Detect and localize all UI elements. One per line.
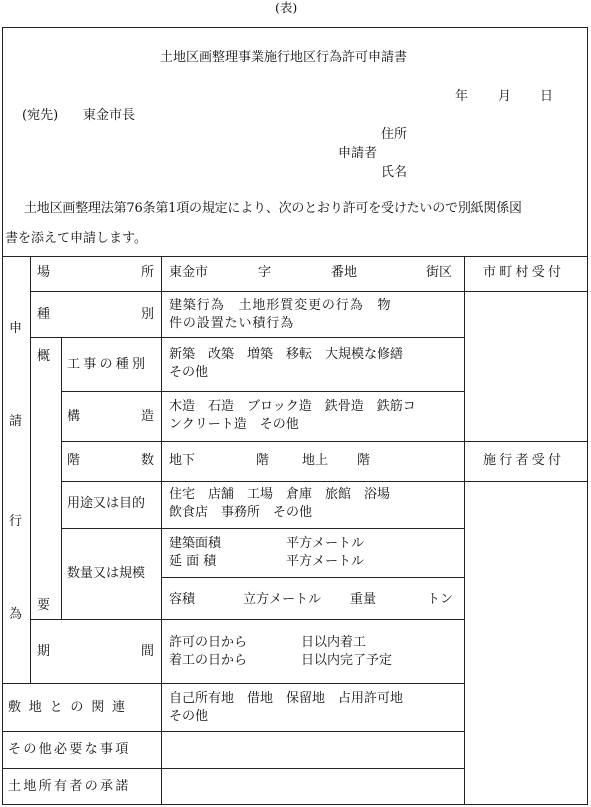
- use-label: 用途又は目的: [67, 496, 146, 511]
- scale-weight: 重量: [350, 592, 377, 607]
- row-line: [2, 731, 464, 732]
- kind-line-2: 件の設置たい積行為: [169, 316, 295, 331]
- date-day: 日: [540, 89, 554, 104]
- site-relation-label: 敷地との関連: [8, 700, 133, 715]
- section-char: 行: [9, 514, 23, 529]
- row-line: [61, 481, 588, 482]
- scale-volume: 容積: [169, 592, 196, 607]
- floors-above-unit: 階: [357, 453, 371, 468]
- floors-label-right: 数: [141, 453, 155, 468]
- structure-label-left: 構: [67, 409, 81, 424]
- statement-line-2: 書を添えて申請します。: [5, 231, 147, 246]
- structure-label-right: 造: [141, 409, 155, 424]
- floors-below: 地下: [169, 453, 196, 468]
- row-line: [2, 768, 464, 769]
- scale-volume-unit: 立方メートル: [243, 592, 322, 607]
- period-line-1-from: 許可の日から: [169, 635, 248, 650]
- row-line: [464, 441, 588, 442]
- row-line: [2, 683, 464, 684]
- table-top-border: [2, 256, 588, 257]
- section-char: 請: [9, 414, 23, 429]
- addressee-name: 東金市長: [83, 108, 136, 123]
- row-line: [61, 528, 464, 529]
- col-gaiyo-divider: [61, 337, 62, 619]
- row-line: [61, 441, 464, 442]
- kind-label-right: 別: [141, 307, 155, 322]
- date-month: 月: [498, 89, 512, 104]
- city-reception-stamp: 市町村受付: [483, 265, 565, 280]
- other-items-label: その他必要な事項: [8, 742, 131, 757]
- site-relation-line-2: その他: [169, 709, 209, 724]
- applicant-label: 申請者: [338, 146, 378, 161]
- scale-building-area-unit: 平方メートル: [286, 536, 365, 551]
- construction-type-line-2: その他: [169, 365, 209, 380]
- scale-floor-area-unit: 平方メートル: [286, 554, 365, 569]
- statement-line-1: 土地区画整理法第76条第1項の規定により、次のとおり許可を受けたいので別紙関係図: [24, 201, 522, 216]
- addressee-label: (宛先): [22, 108, 59, 123]
- row-line: [30, 337, 464, 338]
- location-label-right: 所: [141, 265, 155, 280]
- floors-above: 地上: [302, 453, 329, 468]
- location-banchi: 番地: [331, 265, 358, 280]
- floors-label-left: 階: [67, 453, 81, 468]
- period-line-2-to: 日以内完了予定: [301, 653, 393, 668]
- date-year: 年: [455, 89, 469, 104]
- floors-below-unit: 階: [256, 453, 270, 468]
- location-gaiku: 街区: [426, 265, 453, 280]
- construction-type-label: 工事の種別: [67, 357, 149, 372]
- location-city: 東金市: [169, 265, 209, 280]
- period-label-right: 間: [141, 644, 155, 659]
- kind-line-1: 建築行為 土地形質変更の行為 物: [169, 298, 392, 313]
- scale-building-area: 建築面積: [169, 536, 222, 551]
- period-line-2-from: 着工の日から: [169, 653, 248, 668]
- executor-reception-stamp: 施行者受付: [483, 453, 565, 468]
- row-line: [30, 291, 464, 292]
- use-line-2: 飲食店 事務所 その他: [169, 505, 313, 520]
- col-label-divider: [161, 256, 162, 805]
- form-caption: (表): [275, 0, 298, 15]
- gaiyo-char: 概: [37, 349, 51, 364]
- row-line: [30, 619, 464, 620]
- applicant-address-label: 住所: [381, 127, 408, 142]
- kind-label-left: 種: [37, 307, 51, 322]
- form-title: 土地区画整理事業施行地区行為許可申請書: [160, 50, 408, 65]
- scale-floor-area: 延 面 積: [169, 554, 217, 569]
- period-label-left: 期: [37, 644, 51, 659]
- location-aza: 字: [258, 265, 272, 280]
- row-line: [464, 291, 588, 292]
- section-char: 為: [9, 607, 23, 622]
- scale-weight-unit: トン: [427, 592, 454, 607]
- construction-type-line-1: 新築 改築 増築 移転 大規模な修繕: [169, 347, 404, 362]
- structure-line-2: ンクリート造 その他: [169, 417, 299, 432]
- row-line: [61, 391, 464, 392]
- section-char: 申: [9, 321, 23, 336]
- location-label-left: 場: [37, 265, 51, 280]
- row-line: [161, 577, 464, 578]
- period-line-1-to: 日以内着工: [301, 635, 367, 650]
- gaiyo-char: 要: [37, 598, 51, 613]
- scale-label: 数量又は規模: [67, 566, 146, 581]
- owner-consent-label: 土地所有者の承諾: [8, 779, 131, 794]
- structure-line-1: 木造 石造 ブロック造 鉄骨造 鉄筋コ: [169, 399, 416, 414]
- applicant-name-label: 氏名: [381, 165, 408, 180]
- site-relation-line-1: 自己所有地 借地 保留地 占用許可地: [169, 691, 404, 706]
- col-stamp-divider: [464, 256, 465, 805]
- use-line-1: 住宅 店舗 工場 倉庫 旅館 浴場: [169, 487, 391, 502]
